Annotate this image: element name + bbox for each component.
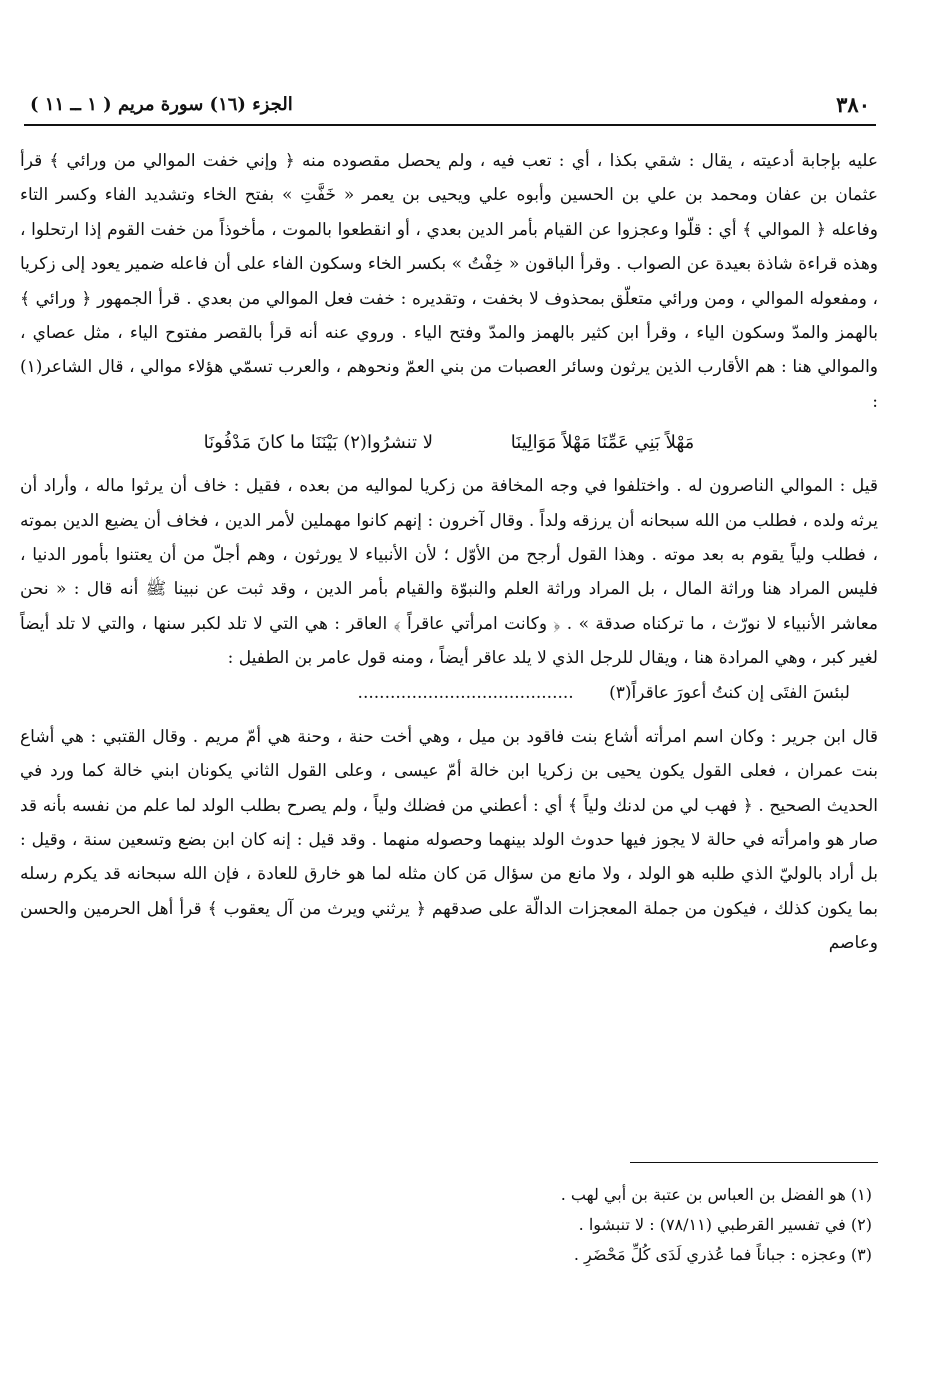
paragraph-3	[20, 720, 878, 961]
footnote-separator	[630, 1162, 878, 1163]
text-line: ولا مانع من سؤال مَن كان مثله لما هو خارق للعادة ، فإن الله سبحانه قد يكرم رسله بما يكون كذلك ، فيكون	[20, 864, 878, 919]
text-line: الشاعر(١) :	[20, 357, 878, 412]
text-line: بالموت ، مأخوذاً من خفت القوم إذا ارتحلوا ، وهذه قراءة شاذة بعيدة عن الصواب . وقرأ الباقون « خِفْتُ »	[20, 219, 878, 275]
text-line: قيل : الموالي الناصرون له . واختلفوا في وجه المخافة من زكريا لمواليه من بعده ، فقيل : خاف أن يرثوا	[131, 476, 879, 497]
text-line: الأنبياء لا يورثون ، وهم أجلّ من أن يعتنوا بأمور الدنيا ، فليس المراد هنا وراثة المال ، بل المراد وراثة العلم	[20, 545, 878, 600]
verse-hemistich: لبئسَ الفتَى إن كنتُ أعورَ عاقراً(٣)	[609, 682, 850, 703]
running-head: الجزء (١٦) سورة مريم ( ١ ــ ١١ )	[30, 94, 293, 115]
text-line: عليه بإجابة أدعيته ، يقال : شقي بكذا ، أي : تعب فيه ، ولم يحصل مقصوده منه ﴿ وإني خفت الموالي	[143, 151, 878, 171]
text-line: لا بخفت ، وتقديره : خفت فعل الموالي من بعدي . قرأ الجمهور ﴿ ورائي ﴾ بالهمز والمدّ وسكون الياء ،	[20, 288, 878, 344]
text-line: من ورائي ﴾ قرأ عثمان بن عفان ومحمد بن علي بن الحسين وأبوه علي ويحيى بن يعمر « خَفَّتِ » بفتح الخاء	[20, 151, 878, 206]
poetry-verse	[20, 423, 878, 463]
text-line: وقرأ ابن كثير بالهمز والمدّ وفتح الياء . وروي عنه أنه قرأ بالقصر مفتوح الياء ، مثل عصاي ، والموالي هنا :	[20, 323, 879, 378]
footnote-2: (٢) في تفسير القرطبي (٧٨/١١) : لا تنبشوا .	[578, 1215, 872, 1234]
text-line: من جملة المعجزات الدالّة على صدقهم ﴿ يرثني ويرث من آل يعقوب ﴾ قرأ أهل الحرمين والحسن وعاصم	[20, 898, 878, 954]
text-line: وتشديد الفاء وكسر التاء وفاعله ﴿ الموالي ﴾ أي : قلّوا وعجزوا عن القيام بأمر الدين بعدي ، أو انقطعوا	[20, 185, 878, 240]
text-line: يكونان ابني خالة كما ورد في الحديث الصحيح . ﴿ فهب لي من لدنك ولياً ﴾ أي : أعطني من فضلك ولياً	[20, 761, 879, 816]
footnote-1: (١) هو الفضل بن العباس بن عتبة بن أبي لهب .	[560, 1185, 872, 1204]
text-line: والنبوّة والقيام بأمر الدين ، وقد ثبت عن نبينا ﷺ أنه قال : « نحن معاشر الأنبياء لا نورّث ، ما تركناه	[20, 579, 878, 634]
text-line: ماله ، وأراد أن يرثه ولده ، فطلب من الله سبحانه أن يرزقه ولداً . وقال آخرون : إنهم كانوا مهملين لأمر	[20, 476, 878, 531]
ellipsis-dots: ........................................	[357, 682, 574, 703]
footnotes	[20, 1180, 878, 1270]
text-line: وهي المرادة هنا ، ويقال للرجل الذي لا يلد عاقر أيضاً ، ومنه قول عامر بن الطفيل :	[227, 648, 806, 669]
verse-hemistich-first: مَهْلاً بَنِي عَمِّنَا مَهْلاً مَوَالِينَا	[510, 432, 695, 454]
text-line: القتبي : هي أشاع بنت عمران ، فعلى القول يكون يحيى بن زكريا ابن خالة أمّ عيسى ، وعلى القول الثاني	[20, 726, 878, 782]
text-line: ، ولم يصرح بطلب الولد لما علم من نفسه بأنه قد صار هو وامرأته في حالة لا يجوز فيها حدوث الولد بينهما	[20, 795, 878, 850]
page-header	[24, 92, 876, 126]
paragraph-2	[20, 469, 878, 675]
verse-hemistich-second: لا تنشرُوا(٢) بَيْنَنَا ما كانَ مَدْفُونَا	[203, 432, 434, 454]
text-line: قال ابن جرير : وكان اسم امرأته أشاع بنت فاقود بن ميل ، وهي أخت حنة ، وحنة هي أمّ مريم . وقال	[152, 726, 878, 747]
text-line: وحصوله منهما . وقد قيل : إنه كان ابن بضع وتسعين سنة ، وقيل : بل أراد بالوليّ الذي طلبه هو الولد ،	[20, 829, 878, 885]
main-text	[20, 144, 878, 961]
text-line: صدقة » . ﴿ وكانت امرأتي عاقراً ﴾ العاقر : هي التي لا تلد لكبر سنها ، والتي لا تلد أيضاً لغير كبر ،	[20, 613, 878, 669]
text-line: بكسر الخاء وسكون الفاء على أن فاعله ضمير يعود إلى زكريا ، ومفعوله الموالي ، ومن ورائي متعلّق بمحذوف	[20, 254, 878, 309]
poetry-half-verse	[20, 676, 878, 720]
text-line: هم الأقارب الذين يرثون وسائر العصبات من بني العمّ ونحوهم ، والعرب تسمّي هؤلاء موالي ، قال	[97, 357, 776, 378]
footnote-3: (٣) وعجزه : جباناً فما عُذري لَدَى كُلِّ مَحْضَرِ .	[573, 1245, 872, 1264]
text-line: الدين ، فخاف أن يضيع الدين بموته ، فطلب ولياً يقوم به بعد موته . وهذا القول أرجح من الأوّل ؛ لأن	[20, 510, 879, 566]
page-number: ٣٨٠	[836, 92, 870, 117]
paragraph-1	[20, 144, 878, 419]
